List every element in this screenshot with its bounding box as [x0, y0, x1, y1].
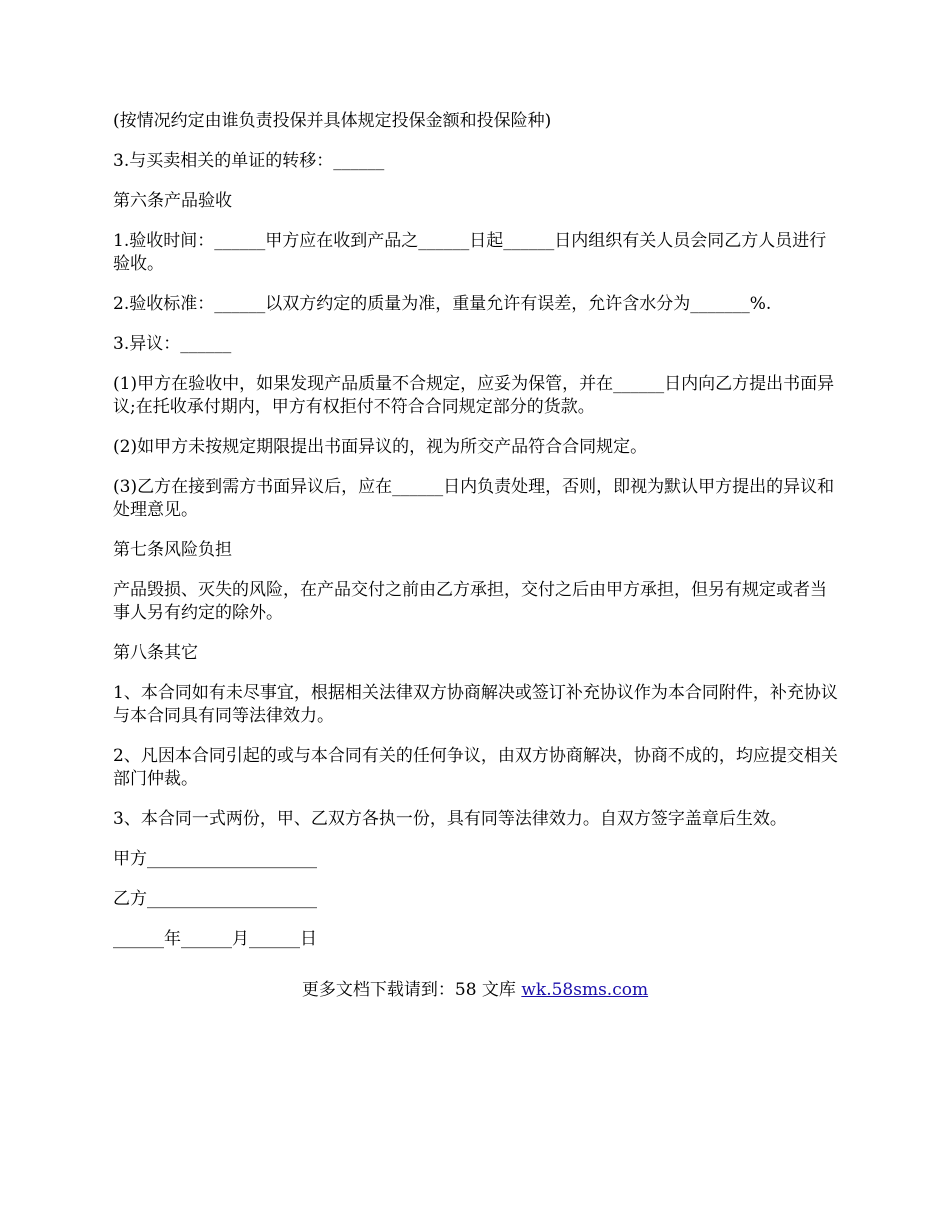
paragraph-other-1: 1、本合同如有未尽事宜，根据相关法律双方协商解决或签订补充协议作为本合同附件，补充协议与本合同具有同等法律效力。: [113, 683, 838, 726]
section-heading-article-7: 第七条风险负担: [113, 540, 232, 560]
paragraph-risk: 产品毁损、灭失的风险，在产品交付之前由乙方承担，交付之后由甲方承担，但另有规定或者当事人另有约定的除外。: [113, 580, 827, 623]
paragraph-objection-3: (3)乙方在接到需方书面异议后，应在______日内负责处理，否则，即视为默认甲方提出的异议和处理意见。: [113, 477, 835, 520]
paragraph-insurance-note: (按情况约定由谁负责投保并具体规定投保金额和投保险种): [113, 111, 552, 131]
footer-link[interactable]: wk.58sms.com: [521, 980, 649, 1000]
paragraph-inspection-time: 1.验收时间：______甲方应在收到产品之______日起______日内组织有关人员会同乙方人员进行验收。: [113, 231, 827, 274]
paragraph-other-3: 3、本合同一式两份，甲、乙双方各执一份，具有同等法律效力。自双方签字盖章后生效。: [113, 809, 787, 829]
paragraph-inspection-standard: 2.验收标准：______以双方约定的质量为准，重量允许有误差，允许含水分为_______%.: [113, 294, 772, 314]
paragraph-objection: 3.异议：______: [113, 334, 232, 354]
section-heading-article-8: 第八条其它: [113, 643, 198, 663]
document-body: [113, 110, 843, 968]
footer-text: 更多文档下载请到：58 文库: [301, 980, 522, 1000]
paragraph-objection-1: (1)甲方在验收中，如果发现产品质量不合规定，应妥为保管，并在______日内向乙方提出书面异议;在托收承付期内，甲方有权拒付不符合合同规定部分的货款。: [113, 374, 835, 417]
paragraph-other-2: 2、凡因本合同引起的或与本合同有关的任何争议，由双方协商解决，协商不成的，均应提交相关部门仲裁。: [113, 746, 838, 789]
signature-date: ______年______月______日: [113, 929, 317, 949]
paragraph-objection-2: (2)如甲方未按规定期限提出书面异议的，视为所交产品符合合同规定。: [113, 437, 648, 457]
section-heading-article-6: 第六条产品验收: [113, 191, 232, 211]
paragraph-document-transfer: 3.与买卖相关的单证的转移：______: [113, 151, 385, 171]
signature-party-a: 甲方____________________: [113, 849, 317, 869]
footer: [0, 979, 950, 1002]
signature-party-b: 乙方____________________: [113, 889, 317, 909]
